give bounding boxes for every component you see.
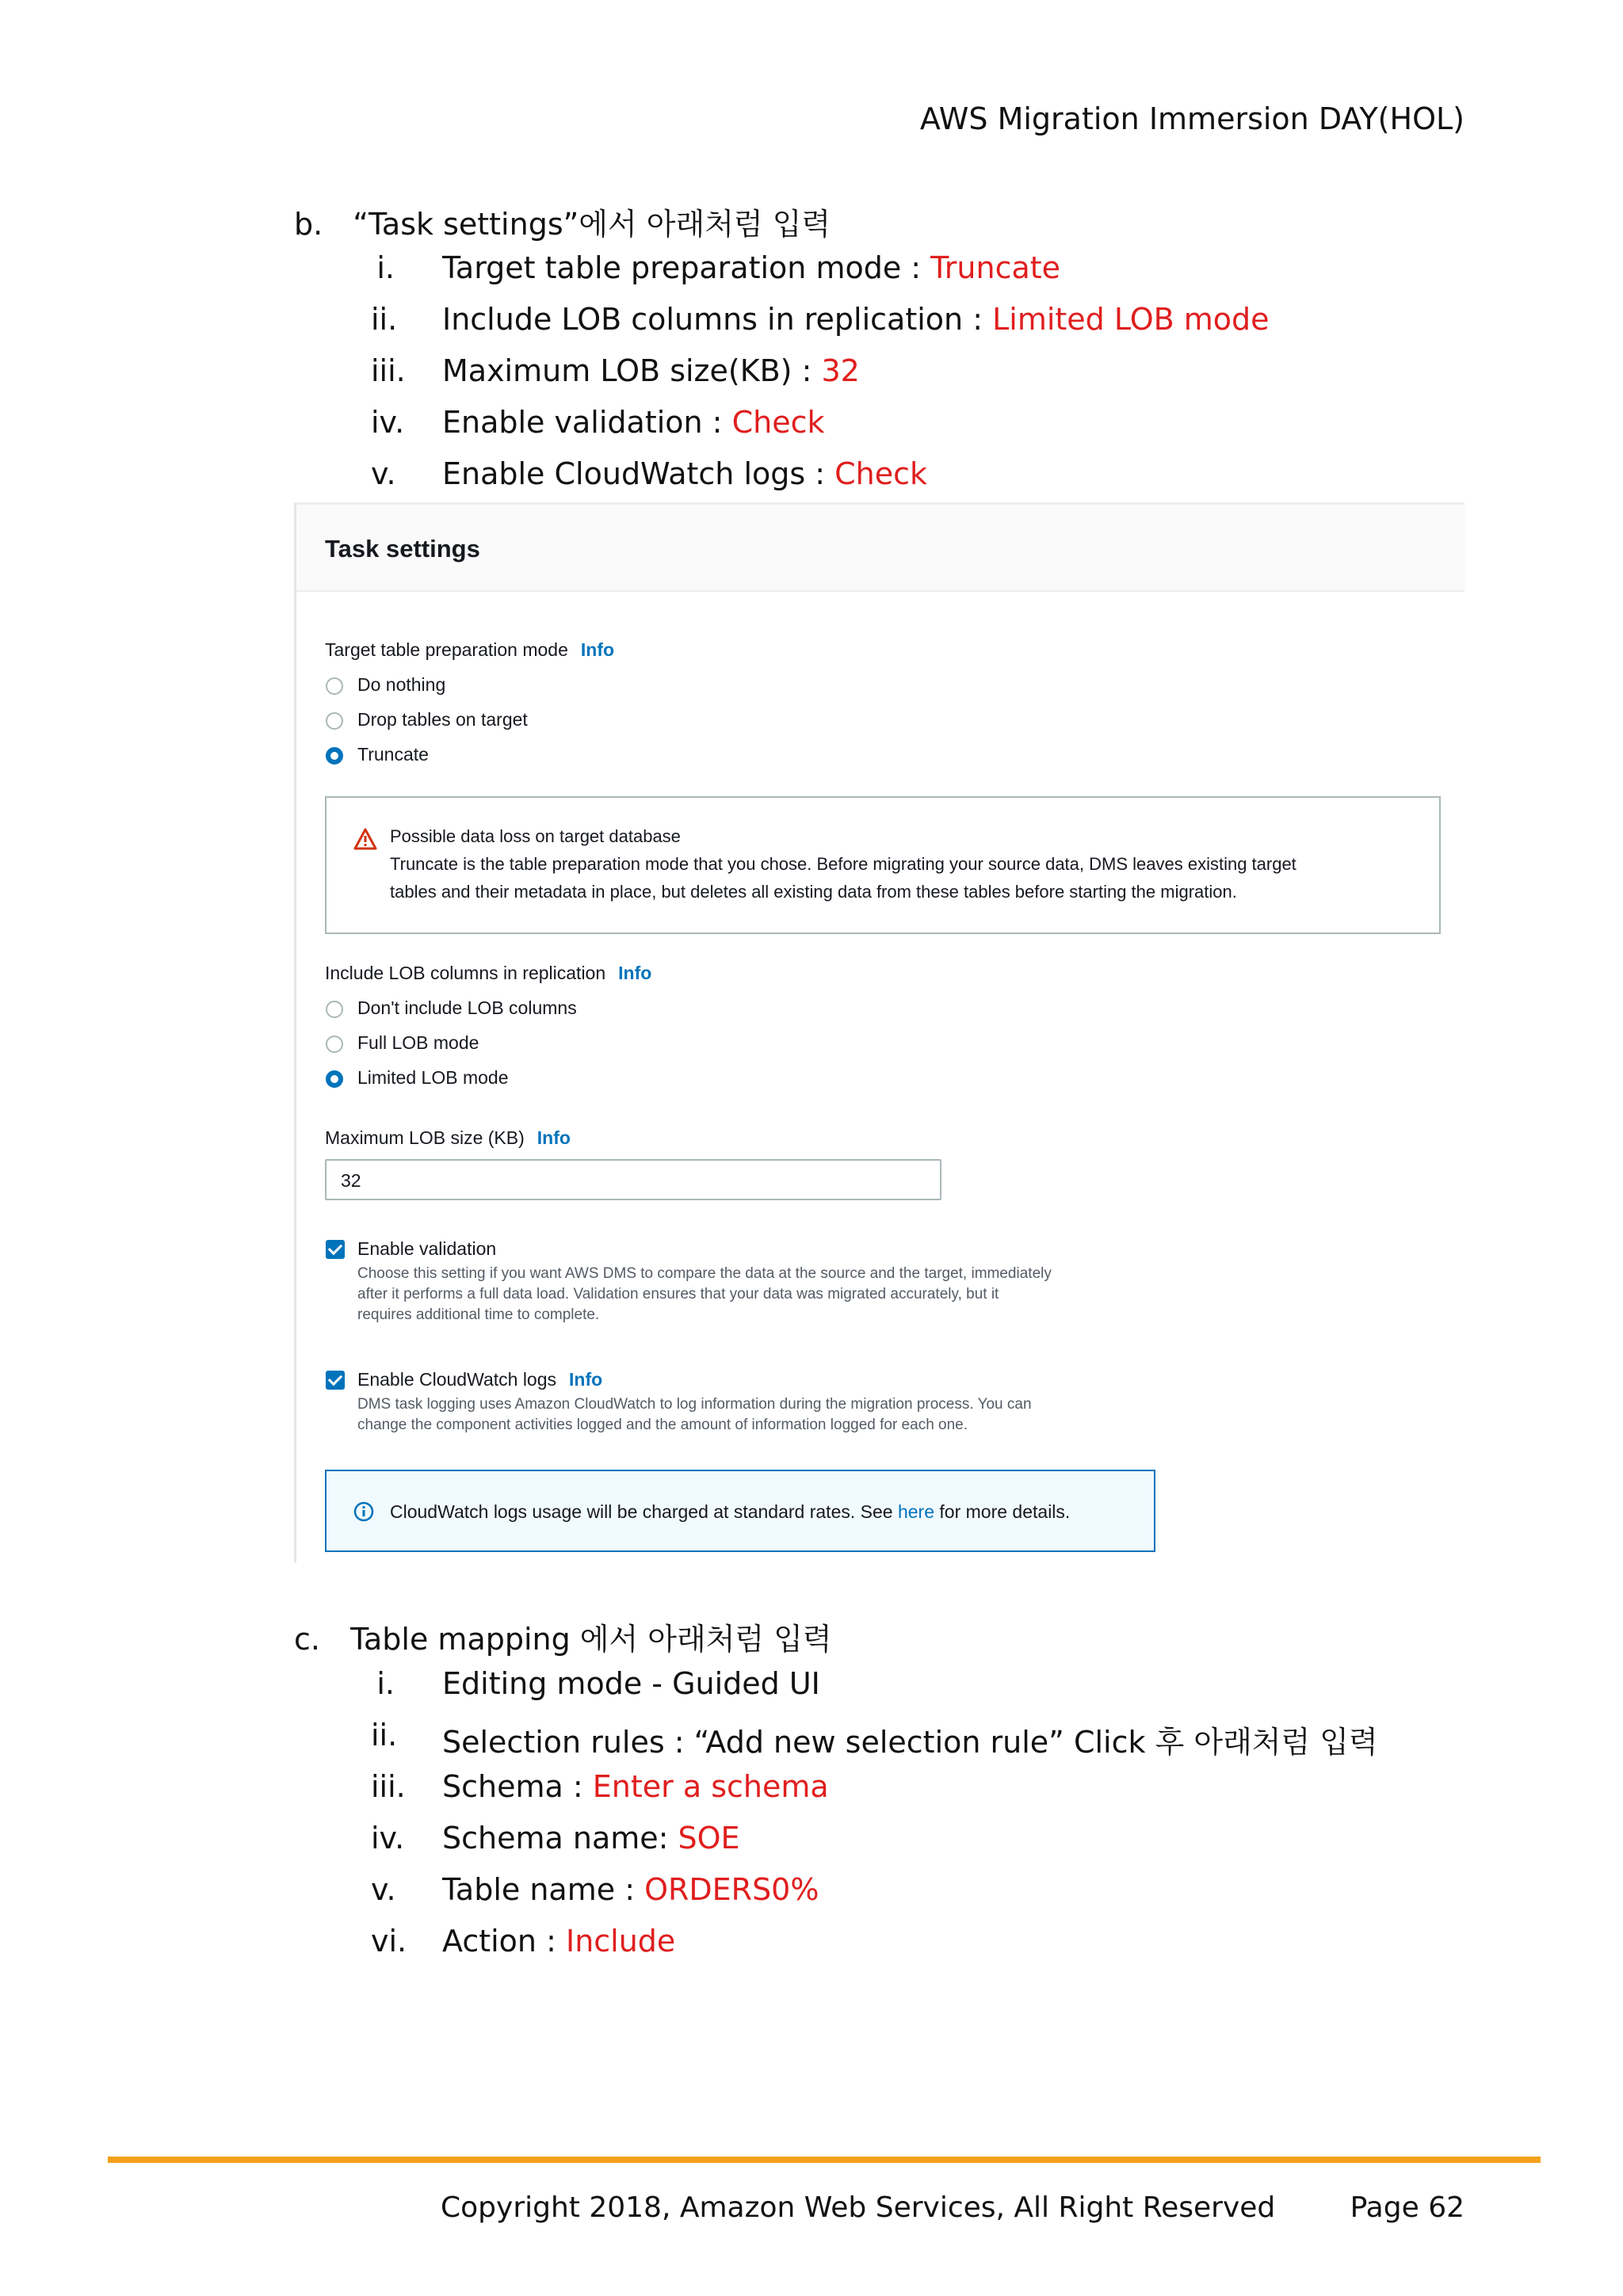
list-item-value: Limited LOB mode: [992, 302, 1270, 337]
radio-truncate[interactable]: [326, 747, 343, 765]
radio-full-lob[interactable]: [326, 1035, 343, 1053]
list-item-value: Check: [834, 456, 928, 491]
list-item-value: Check: [731, 405, 825, 440]
warning-title: Possible data loss on target database: [390, 826, 681, 846]
list-item-value: SOE: [678, 1821, 740, 1855]
list-marker: vi.: [371, 1924, 407, 1958]
warning-icon: [353, 828, 377, 850]
section-c-title: Table mapping 에서 아래처럼 입력: [350, 1622, 832, 1657]
list-item: [371, 1821, 740, 1855]
option-label: Truncate: [357, 744, 429, 765]
description-line: after it performs a full data load. Validation ensures that your data was migrated accurately, but it: [357, 1286, 999, 1302]
list-item: [371, 1872, 819, 1907]
list-item-label: Target table preparation mode :: [442, 250, 931, 285]
notice-text: for more details.: [934, 1501, 1071, 1522]
list-item: [371, 1924, 676, 1958]
max-lob-label-text: Maximum LOB size (KB): [325, 1127, 525, 1148]
info-link[interactable]: Info: [618, 963, 652, 983]
list-item-label: Enable CloudWatch logs :: [442, 456, 835, 491]
prep-mode-label-text: Target table preparation mode: [325, 639, 568, 660]
list-item: [371, 456, 928, 491]
footer-divider: [108, 2157, 1541, 2163]
radio-drop-tables[interactable]: [326, 712, 343, 730]
option-label: Do nothing: [357, 674, 446, 695]
section-c-heading: [294, 1615, 832, 1658]
info-icon: [353, 1501, 374, 1522]
list-marker: ii.: [371, 302, 398, 337]
list-item-label: Editing mode - Guided UI: [442, 1666, 820, 1701]
radio-dont-include-lob[interactable]: [326, 1001, 343, 1018]
panel-title: Task settings: [325, 535, 480, 563]
description-line: requires additional time to complete.: [357, 1306, 600, 1323]
list-item-value: 32: [821, 353, 860, 388]
info-link[interactable]: Info: [537, 1127, 571, 1148]
here-link[interactable]: here: [897, 1501, 935, 1522]
list-marker: iv.: [371, 405, 405, 440]
list-marker: ii.: [371, 1718, 398, 1753]
list-item-value: Include: [565, 1924, 676, 1958]
list-marker: v.: [371, 456, 396, 491]
list-marker: i.: [376, 250, 395, 285]
section-b-title: “Task settings”에서 아래처럼 입력: [353, 207, 831, 242]
max-lob-label: [325, 1127, 571, 1149]
list-marker: iv.: [371, 1821, 405, 1855]
validation-description: [357, 1264, 1052, 1325]
section-b-marker: b.: [294, 207, 323, 242]
list-item: [371, 1769, 829, 1804]
list-item-value: ORDERS0%: [644, 1872, 819, 1907]
description-line: change the component activities logged and the amount of information logged for each one.: [357, 1417, 968, 1433]
max-lob-size-input[interactable]: [325, 1159, 941, 1200]
notice-text: CloudWatch logs usage will be charged at standard rates. See: [390, 1501, 898, 1522]
footer-page-number: Page 62: [1350, 2191, 1465, 2224]
option-label: Limited LOB mode: [357, 1067, 509, 1088]
list-item-label: Maximum LOB size(KB) :: [442, 353, 822, 388]
cloudwatch-label-text: Enable CloudWatch logs: [357, 1369, 557, 1390]
cloudwatch-notice-text: [390, 1501, 1070, 1523]
info-link[interactable]: Info: [580, 639, 615, 660]
list-marker: iii.: [371, 353, 406, 388]
cloudwatch-description: [357, 1394, 1032, 1436]
list-marker: iii.: [371, 1769, 406, 1804]
section-b-heading: [294, 200, 831, 243]
list-item-label: Action :: [442, 1924, 566, 1958]
list-item: [371, 302, 1270, 337]
radio-limited-lob[interactable]: [326, 1070, 343, 1088]
warning-text-line: tables and their metadata in place, but deletes all existing data from these tables before starting the migration.: [390, 882, 1237, 902]
cloudwatch-info-alert: [325, 1470, 1155, 1552]
task-settings-panel: [294, 502, 1465, 1562]
description-line: DMS task logging uses Amazon CloudWatch to log information during the migration process. You can: [357, 1396, 1032, 1413]
list-item-label: Enable validation :: [442, 405, 732, 440]
input-value: 32: [341, 1170, 361, 1191]
cloudwatch-checkbox[interactable]: [326, 1371, 345, 1390]
list-item-label: Schema name:: [442, 1821, 678, 1855]
list-item: [376, 1666, 820, 1701]
list-item-label: Include LOB columns in replication :: [442, 302, 993, 337]
list-item-label: Schema :: [442, 1769, 593, 1804]
option-label: Full LOB mode: [357, 1032, 479, 1053]
lob-label-text: Include LOB columns in replication: [325, 963, 606, 983]
list-item: [371, 1718, 1378, 1761]
cloudwatch-label: [357, 1369, 602, 1390]
document-header: AWS Migration Immersion DAY(HOL): [919, 101, 1465, 136]
list-marker: i.: [376, 1666, 395, 1701]
list-item-label: Table name :: [442, 1872, 645, 1907]
list-item-label: Selection rules : “Add new selection rule” Click 후 아래처럼 입력: [442, 1725, 1378, 1760]
validation-label: Enable validation: [357, 1238, 497, 1259]
validation-checkbox[interactable]: [326, 1240, 345, 1259]
radio-do-nothing[interactable]: [326, 677, 343, 695]
list-item: [376, 250, 1061, 285]
lob-label: [325, 963, 651, 984]
warning-text-line: Truncate is the table preparation mode that you chose. Before migrating your source data, DMS leaves existing target: [390, 854, 1296, 874]
option-label: Don't include LOB columns: [357, 997, 577, 1018]
section-c-marker: c.: [294, 1622, 320, 1657]
description-line: Choose this setting if you want AWS DMS to compare the data at the source and the target, immediately: [357, 1265, 1052, 1282]
list-item-value: Enter a schema: [592, 1769, 829, 1804]
footer-copyright: Copyright 2018, Amazon Web Services, All Right Reserved: [441, 2191, 1276, 2224]
list-item: [371, 353, 860, 388]
info-link[interactable]: Info: [569, 1369, 603, 1390]
list-item: [371, 405, 825, 440]
warning-alert: [325, 796, 1441, 934]
list-marker: v.: [371, 1872, 396, 1907]
panel-header: [296, 505, 1465, 592]
prep-mode-label: [325, 639, 614, 661]
option-label: Drop tables on target: [357, 709, 528, 730]
list-item-value: Truncate: [930, 250, 1061, 285]
